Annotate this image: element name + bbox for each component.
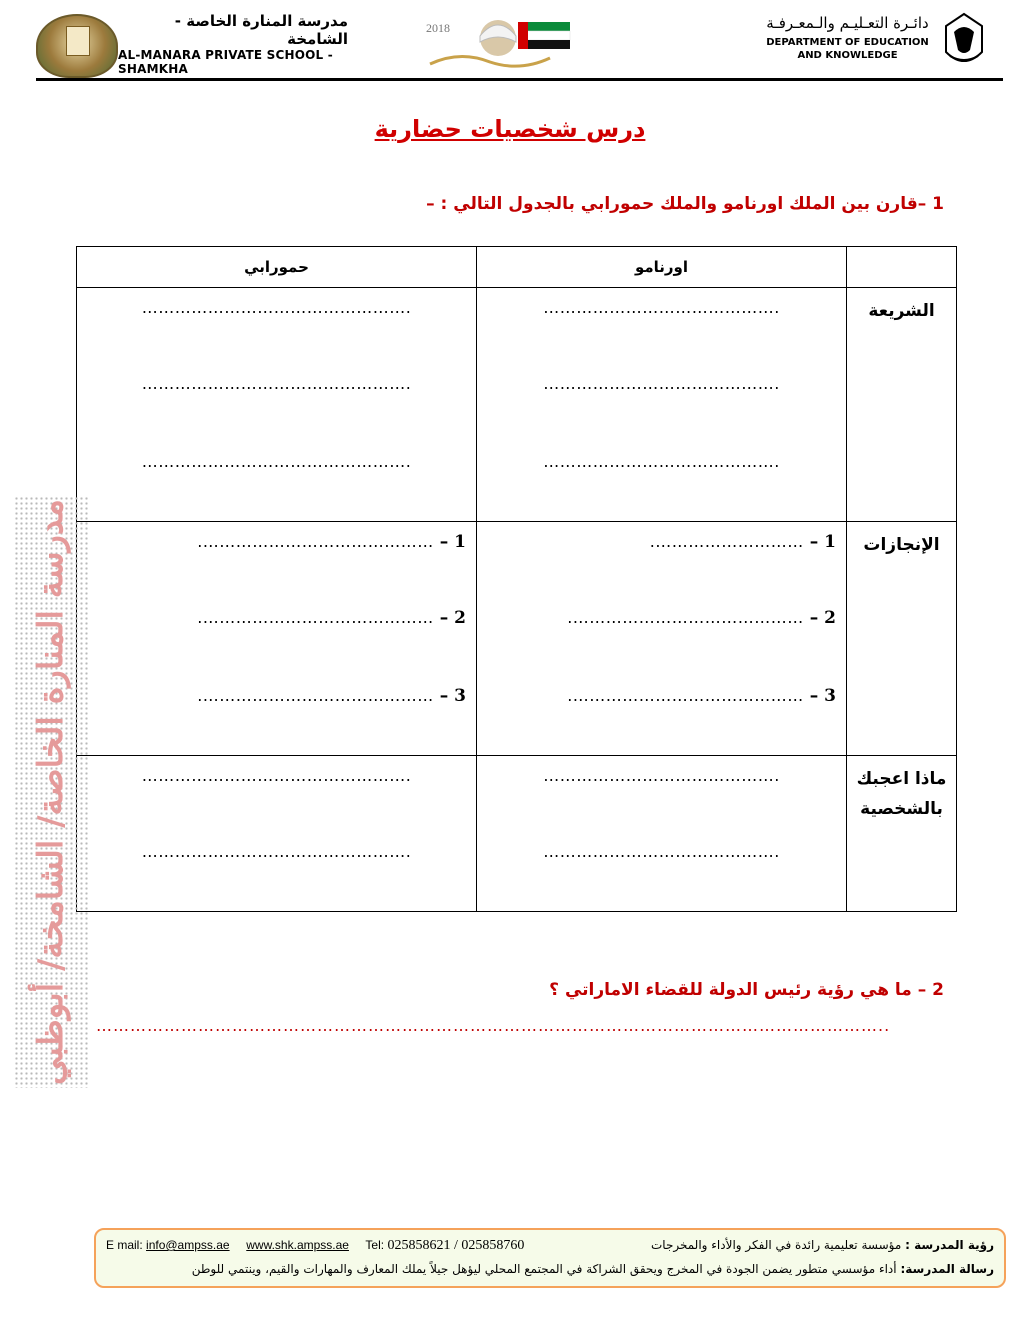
answer-line[interactable]: ………………………………………………………………………………………………………………………….. xyxy=(96,1016,891,1035)
numbered-line-2[interactable]: 2 – ……………………………………. xyxy=(197,608,466,628)
cell-urnammu-achievements[interactable] xyxy=(477,522,847,756)
row-label-achievements: الإنجازات xyxy=(847,522,957,756)
fill-in-line[interactable]: …………………………………………. xyxy=(141,374,412,393)
table-row-achievements xyxy=(77,522,957,756)
fill-in-line[interactable]: ……………………………………. xyxy=(543,298,780,317)
abu-dhabi-emblem-icon xyxy=(942,12,986,72)
comparison-table xyxy=(76,246,957,912)
page-header xyxy=(0,0,1020,80)
fill-in-line[interactable]: …………………………………………. xyxy=(141,298,412,317)
footer-vision-line xyxy=(106,1238,994,1252)
header-hammurabi: حمورابي xyxy=(77,247,477,288)
fill-in-line[interactable]: ……………………………………. xyxy=(543,374,780,393)
numbered-line-1[interactable]: 1 – ………………………. xyxy=(649,532,836,552)
year-of-zayed-logo-icon xyxy=(420,12,575,74)
vision-label: رؤية المدرسة : xyxy=(905,1238,994,1252)
school-name-english: AL-MANARA PRIVATE SCHOOL - SHAMKHA xyxy=(118,48,333,76)
page-footer xyxy=(94,1228,1006,1288)
header-urnammu: اورنامو xyxy=(477,247,847,288)
question-2: 2 – ما هي رؤية رئيس الدولة للقضاء الاماراتي ؟ xyxy=(549,980,944,1000)
cell-hammurabi-law[interactable] xyxy=(77,288,477,522)
numbered-line-3[interactable]: 3 – ……………………………………. xyxy=(197,686,466,706)
numbered-line-2[interactable]: 2 – ……………………………………. xyxy=(567,608,836,628)
fill-in-line[interactable]: ……………………………………. xyxy=(543,766,780,785)
department-name-arabic: دائـرة التعـليـم والـمعـرفـة xyxy=(766,14,929,32)
contact-info: E mail: info@ampss.ae www.shk.ampss.ae Tel: 025858621 / 025858760 xyxy=(106,1238,525,1253)
header-empty-cell xyxy=(847,247,957,288)
row-label-law: الشريعة xyxy=(847,288,957,522)
numbered-line-1[interactable]: 1 – ……………………………………. xyxy=(197,532,466,552)
lesson-title: درس شخصيات حضارية xyxy=(374,115,646,143)
table-header-row xyxy=(77,247,957,288)
department-name-english: DEPARTMENT OF EDUCATION AND KNOWLEDGE xyxy=(766,37,929,61)
vision-text: مؤسسة تعليمية رائدة في الفكر والأداء والمخرجات xyxy=(651,1238,902,1252)
mission-text: أداء مؤسسي متطور يضمن الجودة في المخرج ويحقق الشراكة في المجتمع المحلي ليؤهل جيلاً يملك المعارف والمهارات والقيم، وينتمي للوطن xyxy=(191,1262,897,1276)
cell-hammurabi-achievements[interactable] xyxy=(77,522,477,756)
fill-in-line[interactable]: ……………………………………. xyxy=(543,842,780,861)
header-divider xyxy=(36,78,1003,81)
row-label-liked: ماذا اعجبك بالشخصية xyxy=(847,756,957,912)
cell-hammurabi-liked[interactable] xyxy=(77,756,477,912)
numbered-line-3[interactable]: 3 – ……………………………………. xyxy=(567,686,836,706)
table-row-law xyxy=(77,288,957,522)
school-name-arabic: مدرسة المنارة الخاصة - الشامخة xyxy=(174,12,348,48)
website-link[interactable]: www.shk.ampss.ae xyxy=(246,1238,349,1252)
phone-numbers: 025858621 / 025858760 xyxy=(387,1238,525,1253)
cell-urnammu-law[interactable] xyxy=(477,288,847,522)
cell-urnammu-liked[interactable] xyxy=(477,756,847,912)
footer-mission-line xyxy=(106,1262,994,1276)
svg-text:2018: 2018 xyxy=(426,21,450,35)
side-watermark-text: مدرسة المنارة الخاصة/ الشامخة/ أبوظبي xyxy=(31,499,71,1085)
fill-in-line[interactable]: …………………………………………. xyxy=(141,842,412,861)
side-watermark-strip xyxy=(14,496,88,1088)
email-link[interactable]: info@ampss.ae xyxy=(146,1238,230,1252)
school-logo-icon xyxy=(36,14,118,78)
table-row-liked xyxy=(77,756,957,912)
question-1: 1 –قارن بين الملك اورنامو والملك حمورابي بالجدول التالي : – xyxy=(426,194,944,214)
mission-label: رسالة المدرسة: xyxy=(900,1262,994,1276)
fill-in-line[interactable]: …………………………………………. xyxy=(141,766,412,785)
fill-in-line[interactable]: …………………………………………. xyxy=(141,452,412,471)
fill-in-line[interactable]: ……………………………………. xyxy=(543,452,780,471)
